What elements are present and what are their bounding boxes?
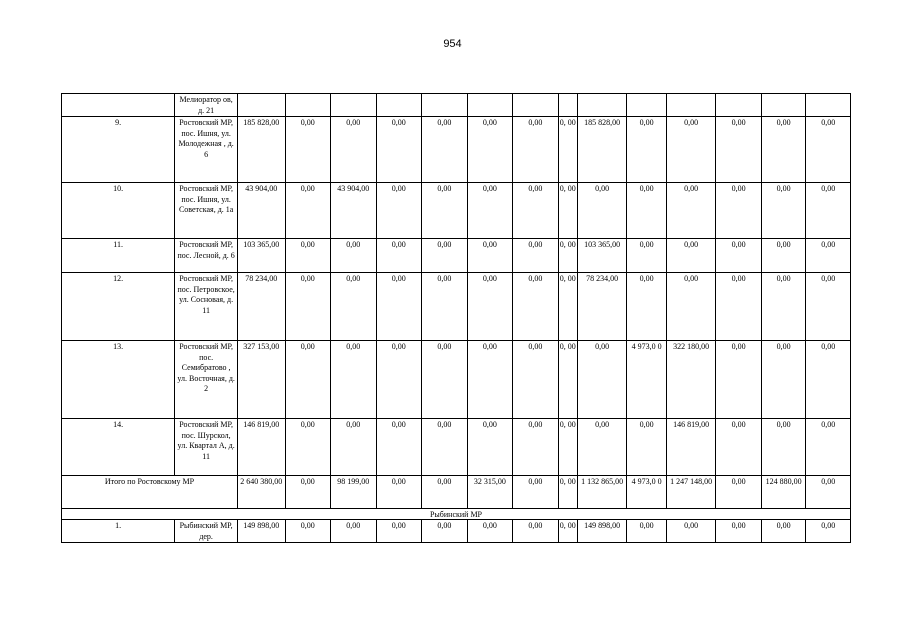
total-value-3: 98 199,00 xyxy=(331,476,377,509)
cell-value-12: 0,00 xyxy=(716,341,762,419)
total-value-5: 0,00 xyxy=(422,476,468,509)
cell-value-8: 0, 00 xyxy=(558,341,577,419)
cell-value-12: 0,00 xyxy=(716,183,762,239)
cell-value-7: 0,00 xyxy=(513,117,559,183)
total-row xyxy=(62,476,851,509)
cell-value-2: 0,00 xyxy=(285,117,331,183)
total-value-14: 0,00 xyxy=(806,476,851,509)
cell-value-5: 0,00 xyxy=(422,183,468,239)
cell-value-6: 0,00 xyxy=(467,419,513,476)
cell-value-11: 0,00 xyxy=(666,239,716,273)
cell-value-5: 0,00 xyxy=(422,341,468,419)
row-address: Ростовский МР, пос. Петровское, ул. Сосновая, д. 11 xyxy=(175,273,238,341)
row-number: 9. xyxy=(62,117,175,183)
cell-value-7: 0,00 xyxy=(513,520,559,543)
cell-value-3: 0,00 xyxy=(331,239,377,273)
cell-value-14 xyxy=(806,94,851,117)
cell-value-7: 0,00 xyxy=(513,419,559,476)
cell-value-11: 0,00 xyxy=(666,273,716,341)
cell-value-12: 0,00 xyxy=(716,239,762,273)
cell-value-14: 0,00 xyxy=(806,341,851,419)
cell-value-1 xyxy=(237,94,285,117)
cell-value-9: 185 828,00 xyxy=(577,117,627,183)
row-number: 14. xyxy=(62,419,175,476)
total-value-13: 124 880,00 xyxy=(761,476,806,509)
cell-value-6: 0,00 xyxy=(467,341,513,419)
cell-value-14: 0,00 xyxy=(806,419,851,476)
cell-value-12: 0,00 xyxy=(716,520,762,543)
cell-value-14: 0,00 xyxy=(806,520,851,543)
cell-value-10: 0,00 xyxy=(627,273,666,341)
cell-value-13 xyxy=(761,94,806,117)
cell-value-11 xyxy=(666,94,716,117)
cell-value-3: 0,00 xyxy=(331,419,377,476)
cell-value-5: 0,00 xyxy=(422,520,468,543)
cell-value-13: 0,00 xyxy=(761,520,806,543)
cell-value-13: 0,00 xyxy=(761,117,806,183)
cell-value-5: 0,00 xyxy=(422,273,468,341)
cell-value-2: 0,00 xyxy=(285,183,331,239)
cell-value-11: 0,00 xyxy=(666,117,716,183)
cell-value-5: 0,00 xyxy=(422,419,468,476)
cell-value-11: 0,00 xyxy=(666,520,716,543)
table-row xyxy=(62,273,851,341)
cell-value-3 xyxy=(331,94,377,117)
table-row xyxy=(62,117,851,183)
row-number: 13. xyxy=(62,341,175,419)
cell-value-7: 0,00 xyxy=(513,341,559,419)
data-table xyxy=(61,93,851,543)
cell-value-11: 146 819,00 xyxy=(666,419,716,476)
cell-value-8: 0, 00 xyxy=(558,117,577,183)
total-value-12: 0,00 xyxy=(716,476,762,509)
row-address: Мелиоратор ов, д. 21 xyxy=(175,94,238,117)
cell-value-9: 149 898,00 xyxy=(577,520,627,543)
cell-value-2: 0,00 xyxy=(285,341,331,419)
table-row xyxy=(62,419,851,476)
cell-value-4: 0,00 xyxy=(376,419,422,476)
cell-value-3: 0,00 xyxy=(331,273,377,341)
cell-value-6: 0,00 xyxy=(467,520,513,543)
cell-value-8: 0, 00 xyxy=(558,273,577,341)
cell-value-3: 0,00 xyxy=(331,341,377,419)
cell-value-2: 0,00 xyxy=(285,273,331,341)
row-number: 11. xyxy=(62,239,175,273)
cell-value-1: 103 365,00 xyxy=(237,239,285,273)
cell-value-6: 0,00 xyxy=(467,239,513,273)
table-row xyxy=(62,183,851,239)
total-value-6: 32 315,00 xyxy=(467,476,513,509)
cell-value-1: 146 819,00 xyxy=(237,419,285,476)
table-row-continuation xyxy=(62,94,851,117)
row-number: 10. xyxy=(62,183,175,239)
cell-value-3: 0,00 xyxy=(331,117,377,183)
cell-value-13: 0,00 xyxy=(761,273,806,341)
section-header: Рыбинский МР xyxy=(62,509,851,520)
cell-value-12: 0,00 xyxy=(716,117,762,183)
cell-value-2 xyxy=(285,94,331,117)
total-value-9: 1 132 865,00 xyxy=(577,476,627,509)
cell-value-7: 0,00 xyxy=(513,183,559,239)
cell-value-6: 0,00 xyxy=(467,183,513,239)
cell-value-4 xyxy=(376,94,422,117)
cell-value-10 xyxy=(627,94,666,117)
cell-value-13: 0,00 xyxy=(761,419,806,476)
cell-value-10: 0,00 xyxy=(627,419,666,476)
cell-value-12 xyxy=(716,94,762,117)
cell-value-10: 0,00 xyxy=(627,520,666,543)
cell-value-2: 0,00 xyxy=(285,520,331,543)
cell-value-6: 0,00 xyxy=(467,117,513,183)
cell-value-7: 0,00 xyxy=(513,273,559,341)
total-value-10: 4 973,0 0 xyxy=(627,476,666,509)
cell-value-5: 0,00 xyxy=(422,117,468,183)
cell-value-10: 0,00 xyxy=(627,183,666,239)
cell-value-13: 0,00 xyxy=(761,341,806,419)
cell-value-8 xyxy=(558,94,577,117)
cell-value-1: 149 898,00 xyxy=(237,520,285,543)
cell-value-13: 0,00 xyxy=(761,183,806,239)
cell-value-14: 0,00 xyxy=(806,273,851,341)
total-value-1: 2 640 380,00 xyxy=(237,476,285,509)
cell-value-1: 43 904,00 xyxy=(237,183,285,239)
cell-value-5: 0,00 xyxy=(422,239,468,273)
cell-value-9: 78 234,00 xyxy=(577,273,627,341)
row-address: Ростовский МР, пос. Шурскол, ул. Квартал А, д. 11 xyxy=(175,419,238,476)
cell-value-12: 0,00 xyxy=(716,273,762,341)
cell-value-8: 0, 00 xyxy=(558,520,577,543)
row-address: Ростовский МР, пос. Ишня, ул. Молодежная , д. 6 xyxy=(175,117,238,183)
cell-value-14: 0,00 xyxy=(806,183,851,239)
cell-value-2: 0,00 xyxy=(285,419,331,476)
cell-value-8: 0, 00 xyxy=(558,183,577,239)
cell-value-4: 0,00 xyxy=(376,239,422,273)
cell-value-11: 322 180,00 xyxy=(666,341,716,419)
page-number: 954 xyxy=(443,38,462,50)
row-address: Ростовский МР, пос. Лесной, д. 6 xyxy=(175,239,238,273)
table-row xyxy=(62,341,851,419)
cell-value-13: 0,00 xyxy=(761,239,806,273)
total-label: Итого по Ростовскому МР xyxy=(62,476,238,509)
cell-value-11: 0,00 xyxy=(666,183,716,239)
total-value-4: 0,00 xyxy=(376,476,422,509)
cell-value-9: 103 365,00 xyxy=(577,239,627,273)
row-address: Рыбинский МР, дер. xyxy=(175,520,238,543)
cell-value-14: 0,00 xyxy=(806,117,851,183)
cell-value-8: 0, 00 xyxy=(558,239,577,273)
cell-value-1: 327 153,00 xyxy=(237,341,285,419)
cell-value-14: 0,00 xyxy=(806,239,851,273)
cell-value-9: 0,00 xyxy=(577,341,627,419)
cell-value-10: 0,00 xyxy=(627,239,666,273)
cell-value-7 xyxy=(513,94,559,117)
cell-value-1: 78 234,00 xyxy=(237,273,285,341)
cell-value-9: 0,00 xyxy=(577,183,627,239)
cell-value-4: 0,00 xyxy=(376,117,422,183)
section-header-row xyxy=(62,509,851,520)
total-value-8: 0, 00 xyxy=(558,476,577,509)
cell-value-10: 4 973,0 0 xyxy=(627,341,666,419)
total-value-11: 1 247 148,00 xyxy=(666,476,716,509)
cell-value-3: 43 904,00 xyxy=(331,183,377,239)
cell-value-1: 185 828,00 xyxy=(237,117,285,183)
cell-value-8: 0, 00 xyxy=(558,419,577,476)
table-body xyxy=(62,94,851,543)
cell-value-5 xyxy=(422,94,468,117)
cell-value-4: 0,00 xyxy=(376,520,422,543)
row-address: Ростовский МР, пос. Семибратово , ул. Восточная, д. 2 xyxy=(175,341,238,419)
row-number: 12. xyxy=(62,273,175,341)
row-number: 1. xyxy=(62,520,175,543)
table-row xyxy=(62,520,851,543)
cell-value-4: 0,00 xyxy=(376,273,422,341)
cell-value-9 xyxy=(577,94,627,117)
cell-value-7: 0,00 xyxy=(513,239,559,273)
cell-value-9: 0,00 xyxy=(577,419,627,476)
table-row xyxy=(62,239,851,273)
cell-value-2: 0,00 xyxy=(285,239,331,273)
cell-value-4: 0,00 xyxy=(376,183,422,239)
cell-value-6: 0,00 xyxy=(467,273,513,341)
total-value-2: 0,00 xyxy=(285,476,331,509)
cell-value-12: 0,00 xyxy=(716,419,762,476)
row-number xyxy=(62,94,175,117)
cell-value-10: 0,00 xyxy=(627,117,666,183)
total-value-7: 0,00 xyxy=(513,476,559,509)
cell-value-6 xyxy=(467,94,513,117)
row-address: Ростовский МР, пос. Ишня, ул. Советская, д. 1а xyxy=(175,183,238,239)
cell-value-4: 0,00 xyxy=(376,341,422,419)
cell-value-3: 0,00 xyxy=(331,520,377,543)
